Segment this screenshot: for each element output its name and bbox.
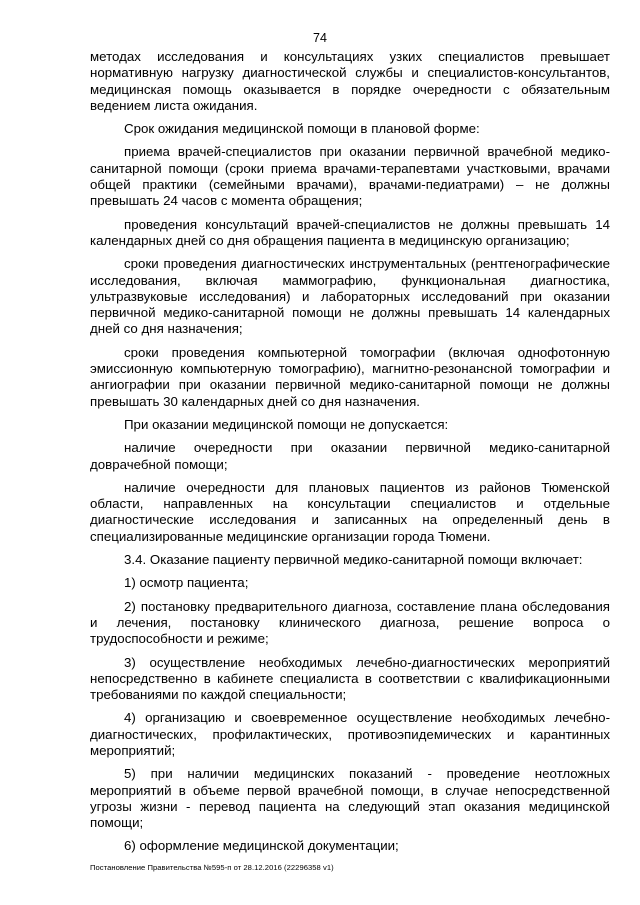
paragraph-diagnostic-terms: сроки проведения диагностических инструментальных (рентгенографические исследования, включая маммографию, функциональная диагностика, ультразвуковые исследования) и лабораторных исследований при оказании первичной медико-санитарной помощи не должны превышать 14 календарных дней со дня назначения; [90, 256, 610, 337]
page-number: 74 [313, 31, 327, 45]
paragraph-no-queue-prehospital: наличие очередности при оказании первичной медико-санитарной доврачебной помощи; [90, 440, 610, 472]
document-footer: Постановление Правительства №595-п от 28.12.2016 (22296358 v1) [90, 863, 334, 872]
list-item-6: 6) оформление медицинской документации; [124, 838, 399, 854]
paragraph-no-queue-regions: наличие очередности для плановых пациентов из районов Тюменской области, направленных на консультации специалистов и отдельные диагностические исследования и записанных на определенный день в специализированные медицинские организации города Тюмени. [90, 479, 610, 544]
list-item-3: 3) осуществление необходимых лечебно-диагностических мероприятий непосредственно в кабинете специалиста в соответствии с квалификационными требованиями по каждой специальности; [90, 654, 610, 703]
list-item-2: 2) постановку предварительного диагноза, составление плана обследования и лечения, постановку клинического диагноза, решение вопроса о трудоспособности и режиме; [90, 598, 610, 647]
paragraph-section-3-4: 3.4. Оказание пациенту первичной медико-санитарной помощи включает: [124, 552, 583, 568]
list-item-4: 4) организацию и своевременное осуществление необходимых лечебно-диагностических, профилактических, противоэпидемических и карантинных мероприятий; [90, 710, 610, 758]
paragraph-waiting-terms-heading: Срок ожидания медицинской помощи в плановой форме: [124, 121, 480, 137]
paragraph-specialist-consultation: проведения консультаций врачей-специалистов не должны превышать 14 календарных дней со дня обращения пациента в медицинскую организацию; [90, 216, 610, 248]
paragraph-continuation: методах исследования и консультациях узких специалистов превышает нормативную нагрузку диагностической службы и специалистов-консультантов, медицинская помощь оказывается в порядке очередности с обязательным ведением листа ожидания. [90, 49, 610, 113]
document-body [90, 49, 610, 855]
list-item-1: 1) осмотр пациента; [124, 575, 249, 591]
paragraph-tomography-terms: сроки проведения компьютерной томографии (включая однофотонную эмиссионную компьютерную томографию), магнитно-резонансной томографии и ангиографии при оказании первичной медико-санитарной помощи не должны превышать 30 календарных дней со дня назначения. [90, 344, 610, 409]
list-item-5: 5) при наличии медицинских показаний - проведение неотложных мероприятий в объеме первой врачебной помощи, в случае непосредственной угрозы жизни - перевод пациента на следующий этап оказания медицинской помощи; [90, 766, 610, 831]
paragraph-specialist-reception: приема врачей-специалистов при оказании первичной врачебной медико-санитарной помощи (сроки приема врачами-терапевтами участковыми, врачами общей практики (семейными врачами), врачами-педиатрами) – не должны превышать 24 часов с момента обращения; [90, 144, 610, 209]
paragraph-not-allowed-heading: При оказании медицинской помощи не допускается: [124, 416, 449, 432]
